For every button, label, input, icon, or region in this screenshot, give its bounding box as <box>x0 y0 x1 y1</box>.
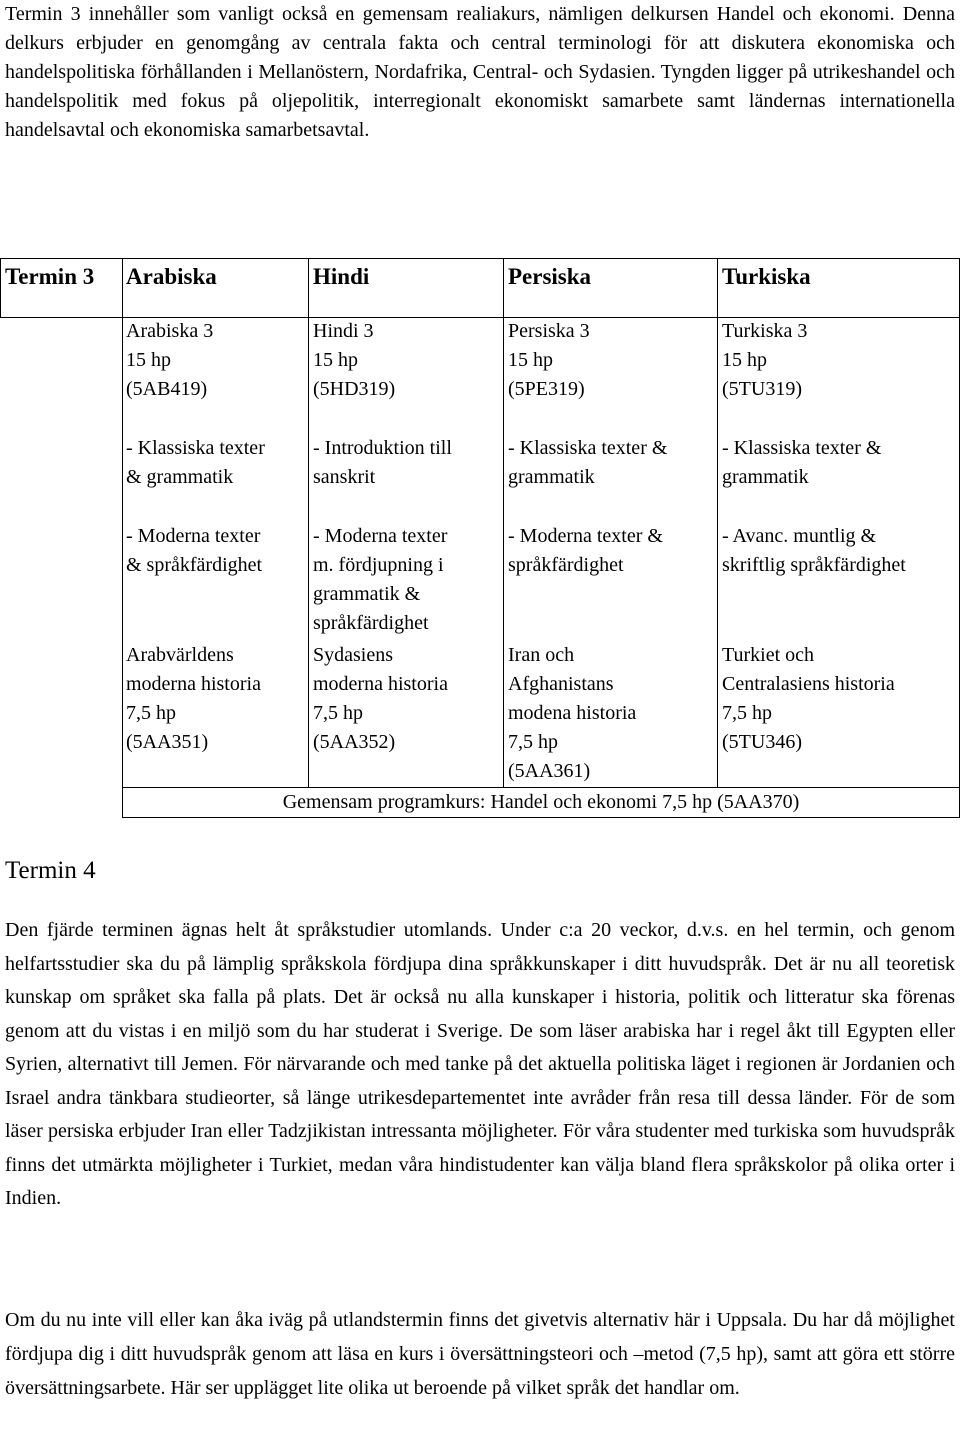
hindi-item-modern: - Moderna texter m. fördjupning i grammatik & språkfärdighet <box>313 525 448 634</box>
header-persiska: Persiska <box>508 264 592 289</box>
hindi-history-course: Sydasiens moderna historia 7,5 hp (5AA352) <box>313 644 448 753</box>
hindi-course: Hindi 3 15 hp (5HD319) <box>313 320 396 400</box>
header-arabiska: Arabiska <box>126 264 217 289</box>
hindi-item-sanskrit: - Introduktion till sanskrit <box>313 437 452 488</box>
header-termin3: Termin 3 <box>5 264 95 289</box>
uppsala-alternative-paragraph: Om du nu inte vill eller kan åka iväg på utlandstermin finns det givetvis alternativ här i Uppsala. Du har då möjlighet fördjupa dig i ditt huvudspråk genom att läsa en kurs i översättningsteori och –metod (7,5 hp), samt att göra ett större översättningsarbete. Här ser upplägget lite olika ut beroende på vilket språk det handlar om. <box>5 1309 955 1399</box>
arabiska-history-course: Arabvärldens moderna historia 7,5 hp (5AA351) <box>126 644 261 753</box>
arabiska-course: Arabiska 3 15 hp (5AB419) <box>126 320 214 400</box>
column-divider <box>122 258 123 818</box>
header-turkiska: Turkiska <box>722 264 811 289</box>
column-divider <box>308 258 309 788</box>
column-divider <box>717 258 718 788</box>
persiska-course: Persiska 3 15 hp (5PE319) <box>508 320 590 400</box>
turkiska-item-classical: - Klassiska texter & grammatik <box>722 437 882 488</box>
course-table <box>0 258 960 818</box>
turkiska-course: Turkiska 3 15 hp (5TU319) <box>722 320 808 400</box>
turkiska-history-course: Turkiet och Centralasiens historia 7,5 hp (5TU346) <box>722 644 895 753</box>
common-row-bottom-border <box>122 817 960 818</box>
arabiska-item-classical: - Klassiska texter & grammatik <box>126 437 265 488</box>
common-program-course: Gemensam programkurs: Handel och ekonomi 7,5 hp (5AA370) <box>282 791 800 813</box>
header-hindi: Hindi <box>313 264 370 289</box>
table-left-border <box>0 258 1 318</box>
column-divider <box>503 258 504 788</box>
intro-paragraph: Termin 3 innehåller som vanligt också en gemensam realiakurs, nämligen delkursen Handel och ekonomi. Denna delkurs erbjuder en genomgång av centrala fakta och central terminologi för att diskutera ekonomiska och handelspolitiska förhållanden i Mellanöstern, Nordafrika, Central- och Sydasien. Tyngden ligger på utrikeshandel och handelspolitik med fokus på oljepolitik, interregionalt ekonomiskt samarbete samt ländernas internationella handelsavtal och ekonomiska samarbetsavtal. <box>5 3 955 141</box>
termin4-heading: Termin 4 <box>5 857 96 884</box>
termin4-paragraph: Den fjärde terminen ägnas helt åt språkstudier utomlands. Under c:a 20 veckor, d.v.s. en hel termin, och genom helfartsstudier ska du på lämplig språkskola fördjupa dina språkkunskaper i ditt huvudspråk. Det är nu all teoretisk kunskap om språket ska falla på plats. Det är också nu alla kunskaper i historia, politik och litteratur ska förenas genom att du vistas i en miljö som du har studerat i Sverige. De som läser arabiska har i regel åkt till Egypten eller Syrien, alternativt till Jemen. För närvarande och med tanke på det aktuella politiska läget i regionen är Jordanien och Israel andra tänkbara studieorter, så länge utrikesdepartementet inte avråder från resa till dessa länder. För de som läser persiska erbjuder Iran eller Tadzjikistan intressanta möjligheter. För våra studenter med turkiska som huvudspråk finns det utmärkta möjligheter i Turkiet, medan våra hindistudenter kan välja bland flera språkskolor på olika orter i Indien. <box>5 919 955 1209</box>
table-top-border <box>0 258 960 259</box>
persiska-item-classical: - Klassiska texter & grammatik <box>508 437 668 488</box>
persiska-item-modern: - Moderna texter & språkfärdighet <box>508 525 663 576</box>
persiska-history-course: Iran och Afghanistans modena historia 7,5 hp (5AA361) <box>508 644 637 782</box>
turkiska-item-advanced: - Avanc. muntlig & skriftlig språkfärdighet <box>722 525 906 576</box>
arabiska-item-modern: - Moderna texter & språkfärdighet <box>126 525 263 576</box>
